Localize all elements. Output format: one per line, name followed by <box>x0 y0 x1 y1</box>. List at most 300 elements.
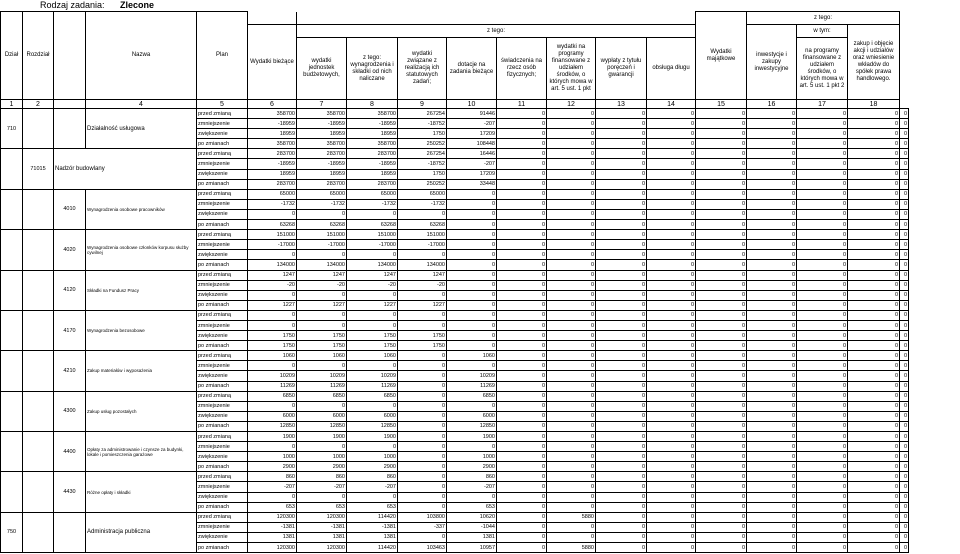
value-cell: 0 <box>447 442 497 452</box>
row-label: zmniejszenie <box>197 522 248 532</box>
row-label: zwiększenie <box>197 452 248 462</box>
value-cell: 0 <box>900 502 909 512</box>
empty-cell <box>23 310 54 350</box>
value-cell: 0 <box>447 492 497 502</box>
value-cell: 0 <box>747 119 797 129</box>
value-cell: 103463 <box>398 543 447 553</box>
row-label: po zmianach <box>197 260 248 270</box>
empty-cell <box>23 189 54 229</box>
value-cell: 1247 <box>248 270 297 280</box>
value-cell: 151000 <box>297 230 347 240</box>
value-cell: 0 <box>447 401 497 411</box>
value-cell: 0 <box>747 482 797 492</box>
value-cell: 0 <box>747 179 797 189</box>
value-cell: 0 <box>497 179 547 189</box>
value-cell: 0 <box>797 240 848 250</box>
value-cell: 0 <box>647 472 696 482</box>
value-cell: 1227 <box>347 300 398 310</box>
paragraf-name: Wynagrodzenia bezosobowe <box>86 310 197 350</box>
column-number: 5 <box>197 100 248 109</box>
value-cell: -18959 <box>297 119 347 129</box>
value-cell: 0 <box>797 492 848 502</box>
column-number: 14 <box>647 100 696 109</box>
value-cell: 0 <box>900 472 909 482</box>
value-cell: 0 <box>398 209 447 219</box>
value-cell: 0 <box>647 250 696 260</box>
value-cell: 0 <box>900 543 909 553</box>
col-majatkowe: Wydatki majątkowe <box>696 12 747 100</box>
value-cell: 0 <box>596 250 647 260</box>
value-cell: 0 <box>347 442 398 452</box>
value-cell: 0 <box>696 492 747 502</box>
value-cell: 0 <box>747 331 797 341</box>
value-cell: 120300 <box>297 543 347 553</box>
value-cell: 0 <box>647 421 696 431</box>
value-cell: 0 <box>547 411 596 421</box>
value-cell: 0 <box>848 169 900 179</box>
value-cell: 0 <box>797 280 848 290</box>
value-cell: 0 <box>848 109 900 119</box>
col-dotacje: dotacje na zadania bieżące <box>447 38 497 100</box>
value-cell: 18959 <box>248 169 297 179</box>
value-cell: 0 <box>848 119 900 129</box>
value-cell: 0 <box>398 290 447 300</box>
value-cell: 0 <box>398 401 447 411</box>
row-label: przed zmianą <box>197 109 248 119</box>
value-cell: 0 <box>398 371 447 381</box>
value-cell: 0 <box>596 543 647 553</box>
value-cell: 0 <box>797 320 848 330</box>
value-cell: 0 <box>647 492 696 502</box>
value-cell: 0 <box>596 290 647 300</box>
value-cell: 0 <box>647 391 696 401</box>
value-cell: 0 <box>696 129 747 139</box>
value-cell: 0 <box>747 351 797 361</box>
value-cell: 0 <box>900 401 909 411</box>
value-cell: 1750 <box>347 341 398 351</box>
value-cell: -18752 <box>398 159 447 169</box>
value-cell: 0 <box>547 119 596 129</box>
paragraf-name: Wynagrodzenia osobowe pracowników <box>86 189 197 229</box>
value-cell: 0 <box>848 280 900 290</box>
value-cell: 0 <box>848 482 900 492</box>
value-cell: 0 <box>547 320 596 330</box>
value-cell: 358700 <box>248 109 297 119</box>
value-cell: 0 <box>596 482 647 492</box>
value-cell: 0 <box>696 331 747 341</box>
value-cell: 0 <box>497 320 547 330</box>
value-cell: 1000 <box>248 452 297 462</box>
value-cell: 0 <box>647 149 696 159</box>
value-cell: 1750 <box>398 129 447 139</box>
value-cell: 0 <box>596 169 647 179</box>
value-cell: 0 <box>696 411 747 421</box>
value-cell: 0 <box>297 250 347 260</box>
value-cell: 151000 <box>398 230 447 240</box>
value-cell: 0 <box>596 240 647 250</box>
value-cell: 0 <box>696 209 747 219</box>
value-cell: 0 <box>900 220 909 230</box>
empty-cell <box>54 109 86 149</box>
value-cell: 12850 <box>297 421 347 431</box>
value-cell: 0 <box>848 512 900 522</box>
value-cell: 0 <box>596 421 647 431</box>
value-cell: 0 <box>248 209 297 219</box>
value-cell: 0 <box>596 502 647 512</box>
value-cell: 358700 <box>248 139 297 149</box>
value-cell: 0 <box>497 199 547 209</box>
value-cell: 0 <box>497 492 547 502</box>
value-cell: 0 <box>696 502 747 512</box>
value-cell: 63268 <box>248 220 297 230</box>
paragraf-code: 4210 <box>54 351 86 391</box>
value-cell: 1900 <box>447 432 497 442</box>
value-cell: 0 <box>248 401 297 411</box>
value-cell: 0 <box>747 220 797 230</box>
value-cell: 0 <box>848 432 900 442</box>
value-cell: -207 <box>447 482 497 492</box>
value-cell: 0 <box>596 391 647 401</box>
row-label: przed zmianą <box>197 351 248 361</box>
value-cell: 0 <box>848 462 900 472</box>
value-cell: 0 <box>797 300 848 310</box>
value-cell: 0 <box>547 209 596 219</box>
row-label: zmniejszenie <box>197 199 248 209</box>
value-cell: 0 <box>900 230 909 240</box>
value-cell: 0 <box>696 472 747 482</box>
value-cell: 0 <box>647 129 696 139</box>
value-cell: 0 <box>797 442 848 452</box>
value-cell: 0 <box>747 381 797 391</box>
value-cell: 0 <box>497 532 547 542</box>
paragraf-name: Opłaty za administrowanie i czynsze za budynki, lokale i pomieszczenia garażowe <box>86 432 197 472</box>
value-cell: 0 <box>497 220 547 230</box>
value-cell: 0 <box>547 341 596 351</box>
value-cell: 0 <box>398 250 447 260</box>
value-cell: 1000 <box>297 452 347 462</box>
value-cell: 11269 <box>248 381 297 391</box>
value-cell: 11269 <box>447 381 497 391</box>
rozdzial-code: 71015 <box>23 149 54 189</box>
value-cell: 1900 <box>297 432 347 442</box>
value-cell: 0 <box>848 290 900 300</box>
value-cell: 0 <box>848 179 900 189</box>
value-cell: 0 <box>596 381 647 391</box>
value-cell: 0 <box>900 462 909 472</box>
value-cell: 0 <box>447 310 497 320</box>
value-cell: 0 <box>547 179 596 189</box>
value-cell: 0 <box>497 472 547 482</box>
column-number: 13 <box>596 100 647 109</box>
value-cell: 0 <box>696 159 747 169</box>
value-cell: 0 <box>347 492 398 502</box>
value-cell: 0 <box>547 189 596 199</box>
value-cell: 0 <box>647 109 696 119</box>
value-cell: 0 <box>797 543 848 553</box>
value-cell: 1227 <box>297 300 347 310</box>
value-cell: 0 <box>647 189 696 199</box>
value-cell: 0 <box>497 129 547 139</box>
value-cell: 0 <box>848 341 900 351</box>
value-cell: 1381 <box>297 532 347 542</box>
value-cell: 0 <box>747 543 797 553</box>
value-cell: 0 <box>900 270 909 280</box>
value-cell: 0 <box>797 361 848 371</box>
row-label: zwiększenie <box>197 209 248 219</box>
paragraf-name: Zakup usług pozostałych <box>86 391 197 431</box>
value-cell: 0 <box>647 462 696 472</box>
value-cell: 0 <box>900 290 909 300</box>
value-cell: 0 <box>547 371 596 381</box>
value-cell: 0 <box>797 109 848 119</box>
row-label: po zmianach <box>197 139 248 149</box>
value-cell: 17209 <box>447 169 497 179</box>
value-cell: 0 <box>596 139 647 149</box>
value-cell: 0 <box>900 452 909 462</box>
paragraf-code: 4010 <box>54 189 86 229</box>
value-cell: 0 <box>747 492 797 502</box>
row-label: zwiększenie <box>197 532 248 542</box>
value-cell: 0 <box>647 240 696 250</box>
value-cell: 0 <box>596 230 647 240</box>
value-cell: 0 <box>447 199 497 209</box>
value-cell: 0 <box>848 220 900 230</box>
value-cell: 0 <box>647 320 696 330</box>
value-cell: 0 <box>596 209 647 219</box>
value-cell: 0 <box>848 532 900 542</box>
value-cell: 151000 <box>248 230 297 240</box>
value-cell: 0 <box>547 169 596 179</box>
value-cell: 0 <box>398 452 447 462</box>
value-cell: -1381 <box>297 522 347 532</box>
value-cell: -1381 <box>347 522 398 532</box>
value-cell: 0 <box>900 260 909 270</box>
value-cell: 0 <box>447 230 497 240</box>
col-z-tego-jedn: z tego: <box>362 54 381 61</box>
value-cell: 0 <box>547 492 596 502</box>
value-cell: 0 <box>547 442 596 452</box>
value-cell: 0 <box>596 472 647 482</box>
value-cell: 0 <box>497 401 547 411</box>
value-cell: 0 <box>747 159 797 169</box>
value-cell: 0 <box>347 361 398 371</box>
value-cell: 18959 <box>297 129 347 139</box>
col-programy-majatkowe: na programy finansowane z udziałem środków, o których mowa w art. 5 ust. 1 pkt 2 <box>797 38 848 100</box>
value-cell: 0 <box>900 482 909 492</box>
value-cell: 0 <box>398 361 447 371</box>
value-cell: 0 <box>347 250 398 260</box>
value-cell: 283700 <box>248 179 297 189</box>
value-cell: -1381 <box>248 522 297 532</box>
value-cell: 0 <box>248 290 297 300</box>
value-cell: 0 <box>497 543 547 553</box>
value-cell: 0 <box>900 149 909 159</box>
value-cell: 0 <box>696 139 747 149</box>
value-cell: 18959 <box>347 129 398 139</box>
value-cell: 0 <box>596 189 647 199</box>
value-cell: 0 <box>747 452 797 462</box>
value-cell: 0 <box>848 381 900 391</box>
col-w-tym: w tym: <box>797 25 848 38</box>
value-cell: 0 <box>696 401 747 411</box>
value-cell: 0 <box>596 270 647 280</box>
value-cell: 0 <box>447 341 497 351</box>
value-cell: 0 <box>497 270 547 280</box>
col-statutowe: wydatki związane z realizacją ich statutowych zadań; <box>398 38 447 100</box>
value-cell: 0 <box>696 280 747 290</box>
value-cell: 120300 <box>248 512 297 522</box>
value-cell: 0 <box>497 300 547 310</box>
value-cell: 1381 <box>248 532 297 542</box>
value-cell: 0 <box>797 159 848 169</box>
value-cell: 0 <box>647 179 696 189</box>
value-cell: 0 <box>547 331 596 341</box>
value-cell: 0 <box>848 189 900 199</box>
value-cell: 0 <box>747 522 797 532</box>
value-cell: 0 <box>547 199 596 209</box>
value-cell: -207 <box>248 482 297 492</box>
empty-cell <box>23 512 54 552</box>
value-cell: 0 <box>747 512 797 522</box>
row-label: zmniejszenie <box>197 401 248 411</box>
value-cell: 0 <box>497 411 547 421</box>
value-cell: 1750 <box>398 341 447 351</box>
value-cell: 860 <box>347 472 398 482</box>
paragraf-code: 4020 <box>54 230 86 270</box>
value-cell: 0 <box>696 432 747 442</box>
value-cell: 0 <box>347 320 398 330</box>
value-cell: 0 <box>900 351 909 361</box>
value-cell: 6850 <box>297 391 347 401</box>
value-cell: 0 <box>596 411 647 421</box>
value-cell: 0 <box>248 250 297 260</box>
value-cell: 1060 <box>297 351 347 361</box>
value-cell: 0 <box>696 361 747 371</box>
value-cell: 0 <box>747 361 797 371</box>
value-cell: 0 <box>596 199 647 209</box>
empty-cell <box>23 472 54 512</box>
value-cell: 0 <box>747 169 797 179</box>
empty-cell <box>1 230 23 270</box>
value-cell: -1732 <box>398 199 447 209</box>
empty-cell <box>1 351 23 391</box>
col-obsluga: obsługa długu <box>647 38 696 100</box>
value-cell: 114420 <box>347 543 398 553</box>
value-cell: 0 <box>747 139 797 149</box>
value-cell: 653 <box>447 502 497 512</box>
empty-cell <box>1 472 23 512</box>
row-label: przed zmianą <box>197 270 248 280</box>
value-cell: 0 <box>497 421 547 431</box>
value-cell: -18959 <box>248 159 297 169</box>
table-row <box>1 270 909 280</box>
value-cell: 0 <box>900 250 909 260</box>
column-number: 10 <box>447 100 497 109</box>
value-cell: 0 <box>900 300 909 310</box>
empty-cell <box>23 351 54 391</box>
value-cell: 114420 <box>347 512 398 522</box>
value-cell: 0 <box>747 401 797 411</box>
value-cell: 120300 <box>297 512 347 522</box>
value-cell: 6850 <box>447 391 497 401</box>
value-cell: 1750 <box>398 331 447 341</box>
value-cell: 0 <box>696 391 747 401</box>
row-label: przed zmianą <box>197 472 248 482</box>
value-cell: 0 <box>447 290 497 300</box>
value-cell: 0 <box>547 432 596 442</box>
value-cell: 0 <box>497 139 547 149</box>
value-cell: 0 <box>900 159 909 169</box>
value-cell: 0 <box>547 361 596 371</box>
task-type-value: Zlecone <box>120 0 155 10</box>
value-cell: 0 <box>900 119 909 129</box>
col-wydatki-biezace: Wydatki bieżące <box>248 25 297 100</box>
value-cell: 0 <box>647 119 696 129</box>
value-cell: 0 <box>797 199 848 209</box>
value-cell: 0 <box>797 260 848 270</box>
value-cell: 0 <box>248 361 297 371</box>
value-cell: -17000 <box>398 240 447 250</box>
value-cell: 0 <box>848 270 900 280</box>
value-cell: 0 <box>747 341 797 351</box>
value-cell: -20 <box>347 280 398 290</box>
column-number: 7 <box>297 100 347 109</box>
value-cell: 0 <box>647 260 696 270</box>
value-cell: 0 <box>547 230 596 240</box>
col-programy: wydatki na programy finansowane z udziałem środków, o których mowa w art. 5 ust. 1 pkt <box>547 38 596 100</box>
value-cell: 0 <box>747 149 797 159</box>
value-cell: 0 <box>747 290 797 300</box>
col-wynagrodzenia <box>347 38 398 100</box>
value-cell: 0 <box>797 331 848 341</box>
row-label: przed zmianą <box>197 149 248 159</box>
value-cell: 653 <box>347 502 398 512</box>
value-cell: 358700 <box>297 139 347 149</box>
empty-cell <box>1 149 23 189</box>
value-cell: 0 <box>596 119 647 129</box>
row-label: zmniejszenie <box>197 159 248 169</box>
value-cell: 0 <box>647 512 696 522</box>
value-cell: 0 <box>696 462 747 472</box>
value-cell: 1750 <box>248 331 297 341</box>
value-cell: 0 <box>647 159 696 169</box>
column-number: 1 <box>1 100 23 109</box>
value-cell: 0 <box>547 149 596 159</box>
value-cell: 0 <box>747 230 797 240</box>
value-cell: 0 <box>797 452 848 462</box>
value-cell: 16446 <box>447 149 497 159</box>
value-cell: 2900 <box>297 462 347 472</box>
value-cell: 0 <box>848 543 900 553</box>
value-cell: 0 <box>647 522 696 532</box>
value-cell: 0 <box>398 482 447 492</box>
value-cell: 0 <box>647 442 696 452</box>
value-cell: 0 <box>797 391 848 401</box>
value-cell: 2900 <box>347 462 398 472</box>
value-cell: 0 <box>447 320 497 330</box>
value-cell: 0 <box>547 280 596 290</box>
row-label: zwiększenie <box>197 129 248 139</box>
value-cell: 0 <box>497 119 547 129</box>
value-cell: 0 <box>797 250 848 260</box>
col-akcje: zakup i objęcie akcji i udziałów oraz wniesienie wkładów do spółek prawa handlowego. <box>848 25 900 100</box>
value-cell: 0 <box>547 159 596 169</box>
value-cell: 0 <box>900 109 909 119</box>
value-cell: 0 <box>696 351 747 361</box>
value-cell: 0 <box>596 300 647 310</box>
col-nazwa: Nazwa <box>86 12 197 100</box>
value-cell: 0 <box>696 320 747 330</box>
